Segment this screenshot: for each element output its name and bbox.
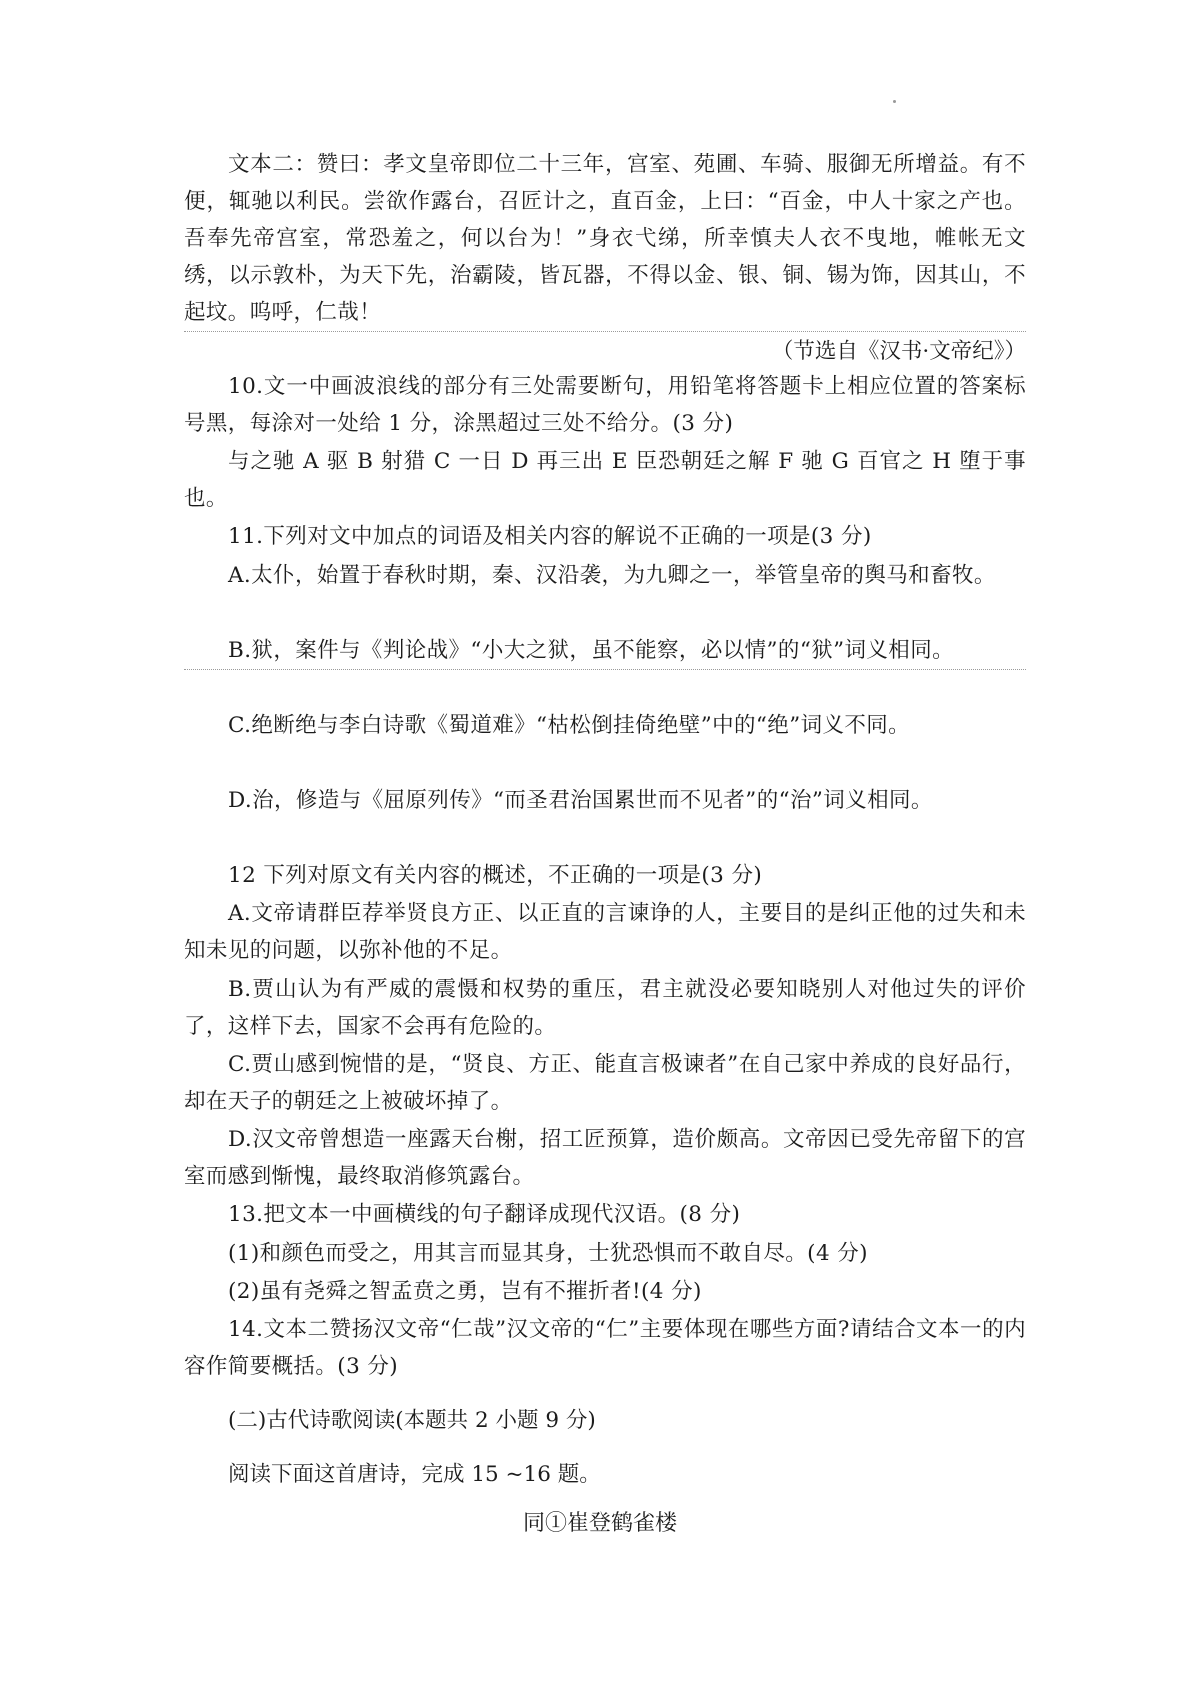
- question-12-option-d: D.汉文帝曾想造一座露天台榭，招工匠预算，造价颇高。文帝因已受先帝留下的宫室而感到惭愧，最终取消修筑露台。: [184, 1127, 1026, 1189]
- question-13-item-1: (1)和颜色而受之，用其言而显其身，士犹恐惧而不敢自尽。(4 分): [228, 1241, 868, 1266]
- question-10-text: 与之驰 A 驱 B 射猎 C 一日 D 再三出 E 臣恐朝廷之解 F 驰 G 百官之 H 堕于事也。: [184, 449, 1026, 511]
- question-13-item-2: (2)虽有尧舜之智孟贲之勇，岂有不摧折者!(4 分): [228, 1279, 702, 1304]
- question-12-option-a: A.文帝请群臣荐举贤良方正、以正直的言谏诤的人，主要目的是纠正他的过失和未知未见的问题，以弥补他的不足。: [184, 901, 1026, 963]
- text2-passage: 文本二：赞曰：孝文皇帝即位二十三年，宫室、苑圃、车骑、服御无所增益。有不便，辄驰以利民。尝欲作露台，召匠计之，直百金，上曰：“百金，中人十家之产也。吾奉先帝宫室，常恐羞之，何以台为！”身衣弋绨，所幸慎夫人衣不曳地，帷帐无文绣，以示敦朴，为天下先，治霸陵，皆瓦器，不得以金、银、铜、锡为饰，因其山，不起坟。呜呼，仁哉！: [184, 146, 1026, 332]
- question-12-option-c: C.贾山感到惋惜的是，“贤良、方正、能直言极谏者”在自己家中养成的良好品行，却在天子的朝廷之上被破坏掉了。: [184, 1052, 1026, 1114]
- section-instruction: 阅读下面这首唐诗，完成 15 ~16 题。: [228, 1462, 601, 1487]
- question-12-option-b: B.贾山认为有严威的震慑和权势的重压，君主就没必要知晓别人对他过失的评价了，这样下去，国家不会再有危险的。: [184, 977, 1026, 1039]
- question-10: 10.文一中画波浪线的部分有三处需要断句，用铅笔将答题卡上相应位置的答案标号黑，每涂对一处给 1 分，涂黑超过三处不给分。(3 分): [184, 374, 1026, 436]
- section-heading: (二)古代诗歌阅读(本题共 2 小题 9 分): [228, 1408, 596, 1433]
- question-13: 13.把文本一中画横线的句子翻译成现代汉语。(8 分): [228, 1202, 741, 1227]
- question-11-option-a: A.太仆，始置于春秋时期，秦、汉沿袭，为九卿之一，举管皇帝的舆马和畜牧。: [228, 563, 996, 588]
- scan-speck: [893, 100, 896, 103]
- question-14: 14.文本二赞扬汉文帝“仁哉”汉文帝的“仁”主要体现在哪些方面?请结合文本一的内容作简要概括。(3 分): [184, 1317, 1026, 1379]
- question-11-option-b: B.狱，案件与《判论战》“小大之狱，虽不能察，必以情”的“狱”词义相同。: [184, 632, 1026, 670]
- question-11-option-d: D.治，修造与《屈原列传》“而圣君治国累世而不见者”的“治”词义相同。: [228, 788, 933, 813]
- question-11-option-c: C.绝断绝与李白诗歌《蜀道难》“枯松倒挂倚绝壁”中的“绝”词义不同。: [228, 713, 911, 738]
- question-11: 11.下列对文中加点的词语及相关内容的解说不正确的一项是(3 分): [228, 524, 872, 549]
- poem-title: 同①崔登鹤雀楼: [522, 1511, 677, 1536]
- text2-source: （节选自《汉书·文帝纪》）: [771, 339, 1026, 364]
- question-12: 12 下列对原文有关内容的概述，不正确的一项是(3 分): [228, 863, 763, 888]
